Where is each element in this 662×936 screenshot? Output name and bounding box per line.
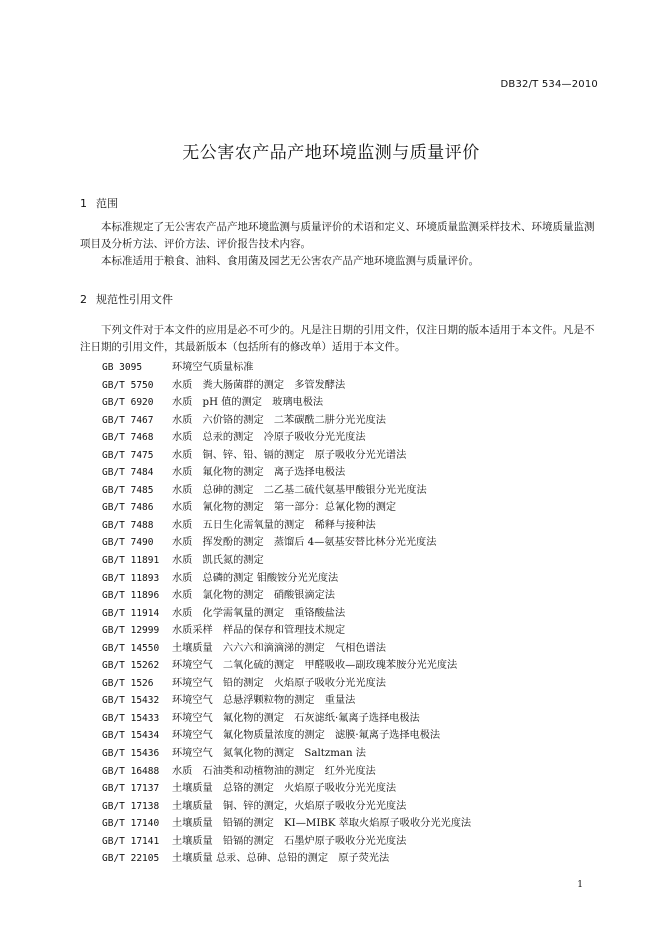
reference-item (102, 815, 471, 833)
standard-number: GB/T 7475 (102, 449, 154, 461)
reference-item (102, 692, 471, 710)
reference-item (102, 482, 471, 500)
reference-item (102, 429, 471, 447)
reference-item (102, 394, 471, 412)
standard-title: 环境空气 氮氧化物的测定 Saltzman 法 (172, 748, 366, 760)
standard-title: 水质 pH 值的测定 玻璃电极法 (172, 397, 324, 409)
standard-number: GB/T 7468 (102, 432, 154, 444)
standard-number: GB/T 11914 (102, 607, 160, 619)
standard-title: 土壤质量 铅镉的测定 KI—MIBK 萃取火焰原子吸收分光光度法 (172, 818, 472, 830)
standard-title: 土壤质量 总汞、总砷、总铅的测定 原子荧光法 (172, 853, 390, 865)
reference-item (102, 710, 471, 728)
standard-number: GB/T 17141 (102, 835, 160, 847)
standard-number: GB/T 12999 (102, 625, 160, 637)
standard-number: GB/T 7484 (102, 467, 154, 479)
reference-item (102, 640, 471, 658)
reference-item (102, 464, 471, 482)
standard-number: GB/T 6920 (102, 397, 154, 409)
standard-number: GB/T 11896 (102, 590, 160, 602)
standard-number: GB/T 7467 (102, 414, 154, 426)
reference-item (102, 447, 471, 465)
reference-item (102, 499, 471, 517)
standard-title: 水质 铜、锌、铅、镉的测定 原子吸收分光光谱法 (172, 449, 407, 461)
standard-title: 土壤质量 六六六和滴滴涕的测定 气相色谱法 (172, 642, 386, 654)
standard-title: 环境空气 氟化物的测定 石灰滤纸·氟离子选择电极法 (172, 712, 420, 724)
normative-references-list (102, 359, 471, 868)
standard-number: GB/T 16488 (102, 765, 160, 777)
standard-title: 水质 氯化物的测定 硝酸银滴定法 (172, 590, 335, 602)
standard-title: 水质 氰化物的测定 第一部分：总氰化物的测定 (172, 502, 397, 514)
reference-item (102, 517, 471, 535)
section-heading-references (80, 291, 173, 307)
standard-title: 环境空气 铅的测定 火焰原子吸收分光光度法 (172, 677, 386, 689)
section-title: 范围 (96, 197, 118, 210)
section-number: 2 (80, 293, 87, 306)
standard-number: GB/T 11891 (102, 555, 160, 567)
reference-item (102, 377, 471, 395)
reference-item (102, 605, 471, 623)
reference-item (102, 552, 471, 570)
standard-number: GB/T 15436 (102, 748, 160, 760)
standard-number: GB/T 11893 (102, 572, 160, 584)
standard-title: 环境空气 二氧化硫的测定 甲醛吸收—副玫瑰苯胺分光光度法 (172, 660, 458, 672)
reference-item (102, 412, 471, 430)
reference-item (102, 622, 471, 640)
standard-number: GB/T 22105 (102, 853, 160, 865)
standard-number: GB/T 14550 (102, 642, 160, 654)
standard-number: GB/T 1526 (102, 677, 154, 689)
reference-item (102, 833, 471, 851)
standard-number: GB 3095 (102, 362, 143, 373)
reference-item (102, 798, 471, 816)
standard-number: GB/T 15262 (102, 660, 160, 672)
standard-title: 水质 六价铬的测定 二苯碳酰二肼分光光度法 (172, 414, 386, 426)
reference-item (102, 587, 471, 605)
standard-number: GB/T 15434 (102, 730, 160, 742)
reference-item (102, 359, 471, 377)
reference-item (102, 675, 471, 693)
standard-title: 水质 总磷的测定 钼酸铵分光光度法 (172, 572, 339, 584)
reference-item (102, 727, 471, 745)
reference-item (102, 850, 471, 868)
section-heading-scope (80, 195, 118, 211)
reference-item (102, 763, 471, 781)
standard-number: GB/T 17137 (102, 783, 160, 795)
reference-item (102, 570, 471, 588)
standard-title: 水质采样 样品的保存和管理技术规定 (172, 625, 346, 637)
reference-item (102, 745, 471, 763)
standard-title: 土壤质量 铅镉的测定 石墨炉原子吸收分光光度法 (172, 835, 407, 847)
standard-title: 环境空气 总悬浮颗粒物的测定 重量法 (172, 695, 356, 707)
document-code: DB32/T 534—2010 (500, 79, 598, 90)
standard-title: 水质 总汞的测定 冷原子吸收分光光度法 (172, 432, 366, 444)
standard-title: 水质 总砷的测定 二乙基二硫代氨基甲酸银分光光度法 (172, 484, 427, 496)
section-title: 规范性引用文件 (96, 293, 173, 306)
standard-number: GB/T 17138 (102, 800, 160, 812)
standard-number: GB/T 7486 (102, 502, 154, 514)
scope-paragraph-2: 本标准适用于粮食、油料、食用菌及园艺无公害农产品产地环境监测与质量评价。 (101, 255, 479, 267)
standard-title: 水质 五日生化需氧量的测定 稀释与接种法 (172, 519, 376, 531)
standard-title: 水质 石油类和动植物油的测定 红外光度法 (172, 765, 376, 777)
standard-title: 水质 粪大肠菌群的测定 多管发酵法 (172, 379, 346, 391)
page-number: 1 (577, 880, 583, 890)
reference-item (102, 534, 471, 552)
standard-number: GB/T 17140 (102, 818, 160, 830)
standard-number: GB/T 7490 (102, 537, 154, 549)
scope-paragraph-1: 本标准规定了无公害农产品产地环境监测与质量评价的术语和定义、环境质量监测采样技术、环境质量监测项目及分析方法、评价方法、评价报告技术内容。 (80, 221, 595, 250)
standard-number: GB/T 5750 (102, 379, 154, 391)
standard-title: 土壤质量 总铬的测定 火焰原子吸收分光光度法 (172, 783, 397, 795)
reference-item (102, 780, 471, 798)
section-number: 1 (80, 197, 87, 210)
references-intro-paragraph: 下列文件对于本文件的应用是必不可少的。凡是注日期的引用文件，仅注日期的版本适用于本文件。凡是不注日期的引用文件，其最新版本（包括所有的修改单）适用于本文件。 (80, 324, 595, 353)
standard-number: GB/T 15433 (102, 712, 160, 724)
standard-title: 水质 氟化物的测定 离子选择电极法 (172, 467, 346, 479)
standard-number: GB/T 7485 (102, 484, 154, 496)
standard-title: 环境空气质量标准 (172, 362, 254, 373)
standard-number: GB/T 15432 (102, 695, 160, 707)
standard-title: 水质 凯氏氮的测定 (172, 555, 264, 567)
standard-title: 土壤质量 铜、锌的测定，火焰原子吸收分光光度法 (172, 800, 407, 812)
standard-number: GB/T 7488 (102, 519, 154, 531)
reference-item (102, 657, 471, 675)
standard-title: 水质 化学需氧量的测定 重铬酸盐法 (172, 607, 346, 619)
standard-title: 环境空气 氟化物质量浓度的测定 滤膜·氟离子选择电极法 (172, 730, 441, 742)
document-title: 无公害农产品产地环境监测与质量评价 (182, 143, 480, 163)
standard-title: 水质 挥发酚的测定 蒸馏后 4—氨基安替比林分光光度法 (172, 537, 437, 549)
